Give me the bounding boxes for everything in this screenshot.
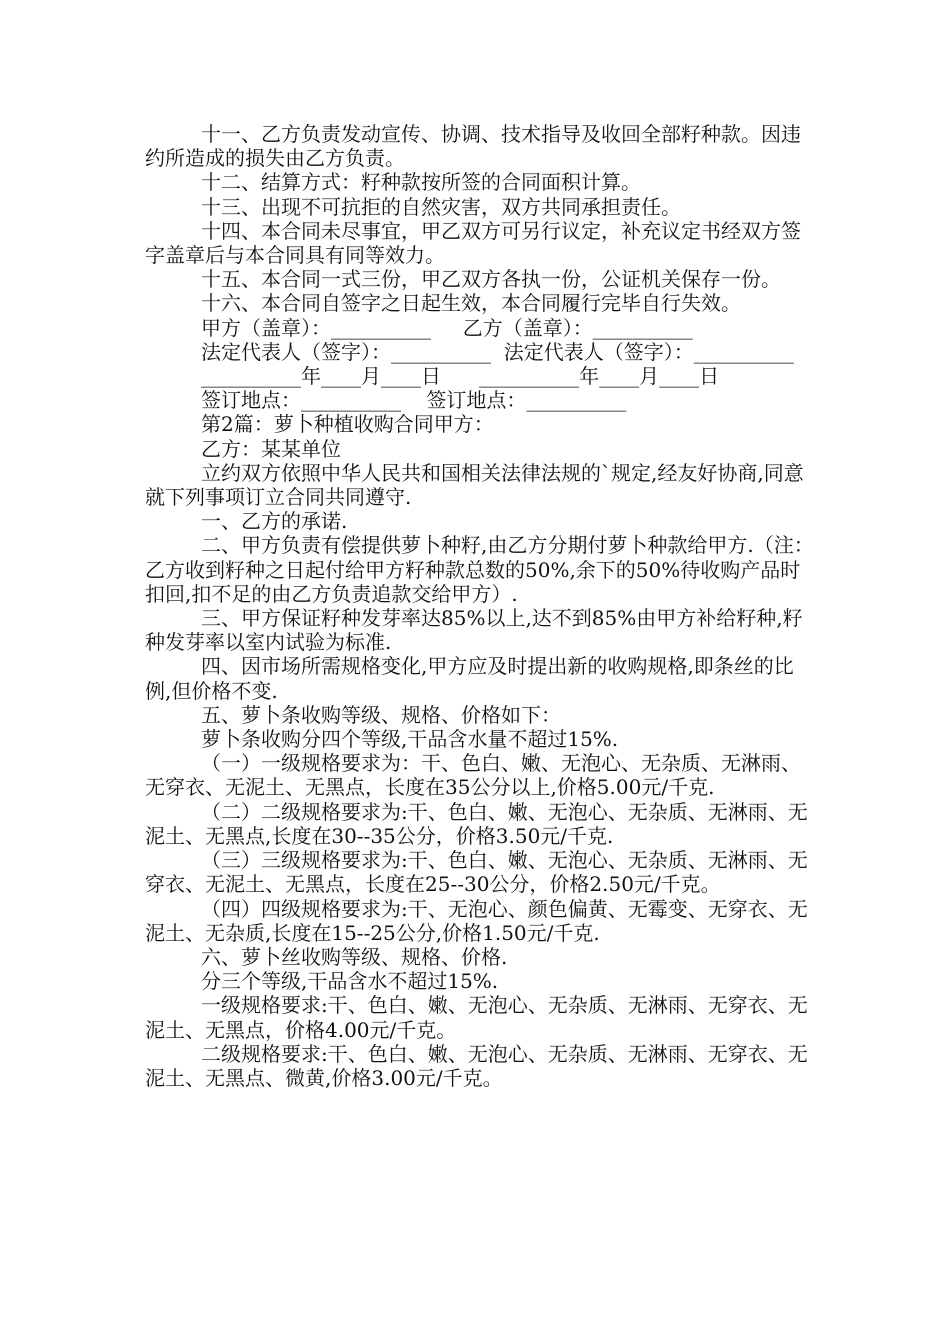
strip-grade-3: （三）三级规格要求为:干、色白、嫩、无泡心、无杂质、无淋雨、无穿衣、无泥土、无黑点，长度在25--30公分，价格2.50元/千克。	[145, 848, 808, 897]
strip-grades-intro: 萝卜条收购分四个等级,干品含水量不超过15%.	[201, 727, 619, 752]
signature-place-text: 签订地点：__________ 签订地点：__________	[201, 388, 627, 413]
shred-grades-intro: 分三个等级,干品含水不超过15%.	[201, 969, 499, 994]
strip-grade-4: （四）四级规格要求为:干、无泡心、颜色偏黄、无霉变、无穿衣、无泥土、无杂质,长度在15--25公分,价格1.50元/千克.	[145, 896, 808, 945]
shred-grade-2: 二级规格要求:干、色白、嫩、无泡心、无杂质、无淋雨、无穿衣、无泥土、无黑点、微黄,价格3.00元/千克。	[145, 1041, 808, 1090]
signature-seal-line: 甲方（盖章）：__________ 乙方（盖章）：__________	[201, 315, 693, 340]
document-body	[145, 122, 815, 1090]
section2-heading: 第2篇：萝卜种植收购合同甲方：	[201, 412, 494, 437]
clause-b-5: 五、萝卜条收购等级、规格、价格如下：	[201, 702, 561, 727]
clause-b-6: 六、萝卜丝收购等级、规格、价格.	[201, 944, 508, 969]
signature-place-line	[145, 388, 815, 412]
clause-b-1: 一、乙方的承诺.	[201, 509, 348, 534]
shred-grade-1: 一级规格要求:干、色白、嫩、无泡心、无杂质、无淋雨、无穿衣、无泥土、无黑点，价格4.00元/千克。	[145, 993, 808, 1042]
preamble: 立约双方依照中华人民共和国相关法律法规的`规定,经友好协商,同意就下列事项订立合同共同遵守.	[145, 460, 804, 510]
signature-date-line: __________年____月____日 __________年____月____日	[201, 364, 720, 389]
clause-14: 十四、本合同未尽事宜，甲乙双方可另行议定，补充议定书经双方签字盖章后与本合同具有同等效力。	[145, 218, 801, 268]
strip-grade-1: （一）一级规格要求为：干、色白、嫩、无泡心、无杂质、无淋雨、无穿衣、无泥土、无黑点，长度在35公分以上,价格5.00元/千克.	[145, 751, 801, 800]
clause-15: 十五、本合同一式三份，甲乙双方各执一份，公证机关保存一份。	[201, 267, 781, 292]
clause-b-4: 四、因市场所需规格变化,甲方应及时提出新的收购规格,即条丝的比例,但价格不变.	[145, 654, 794, 703]
strip-grade-2: （二）二级规格要求为:干、色白、嫩、无泡心、无杂质、无淋雨、无泥土、无黑点,长度在30--35公分，价格3.50元/千克.	[145, 799, 808, 848]
signature-representative-line: 法定代表人（签字）：__________ 法定代表人（签字）：__________	[201, 339, 794, 364]
clause-16: 十六、本合同自签字之日起生效，本合同履行完毕自行失效。	[201, 291, 741, 316]
clause-b-2: 二、甲方负责有偿提供萝卜种籽,由乙方分期付萝卜种款给甲方.（注：乙方收到籽种之日起付给甲方籽种款总数的50%,余下的50%待收购产品时扣回,扣不足的由乙方负责追款交给甲方）.	[145, 533, 814, 606]
clause-12: 十二、结算方式：籽种款按所签的合同面积计算。	[201, 170, 641, 195]
party-b: 乙方：某某单位	[201, 436, 341, 461]
clause-11: 十一、乙方负责发动宣传、协调、技术指导及收回全部籽种款。因违约所造成的损失由乙方负责。	[145, 122, 801, 171]
clause-13: 十三、出现不可抗拒的自然灾害，双方共同承担责任。	[201, 194, 681, 219]
clause-b-3: 三、甲方保证籽种发芽率达85%以上,达不到85%由甲方补给籽种,籽种发芽率以室内试验为标准.	[145, 606, 803, 655]
